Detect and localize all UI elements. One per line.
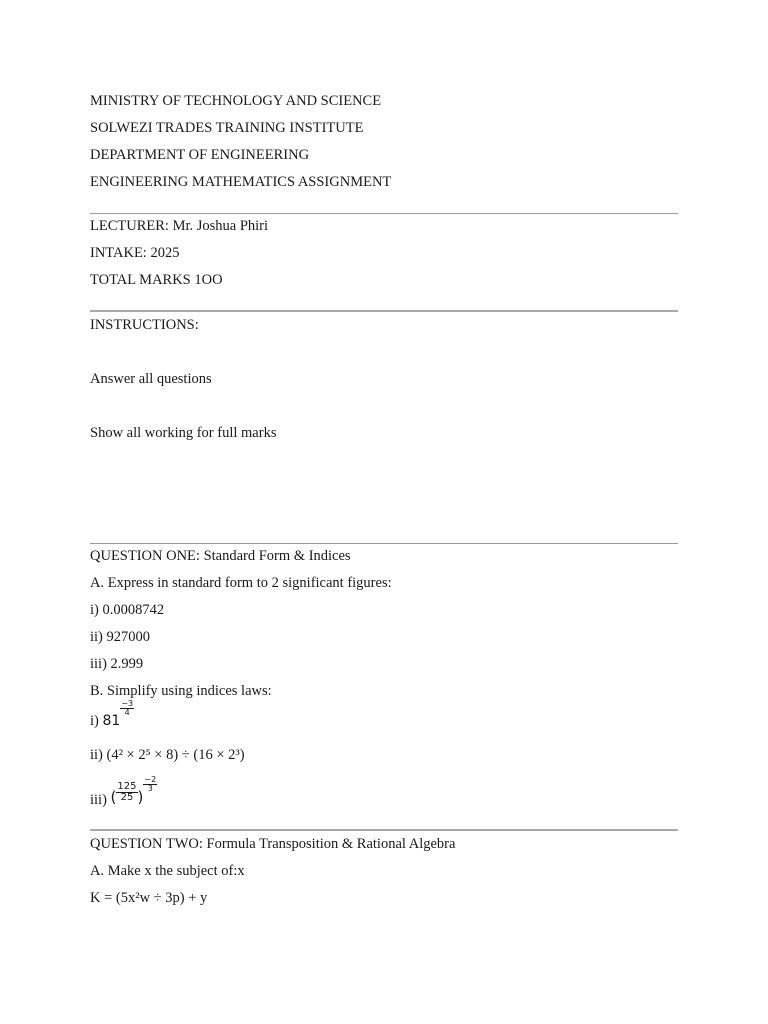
index-expression-b1 bbox=[90, 699, 134, 730]
intake-line: INTAKE: 2025 bbox=[90, 245, 180, 261]
index-expression-b3 bbox=[90, 775, 157, 808]
base-number: 81 bbox=[102, 713, 121, 729]
department-heading: DEPARTMENT OF ENGINEERING bbox=[90, 147, 310, 163]
total-marks-line: TOTAL MARKS 1OO bbox=[90, 272, 223, 288]
question-item: iii) 2.999 bbox=[90, 656, 144, 672]
question-two-title: QUESTION TWO: Formula Transposition & Rational Algebra bbox=[90, 836, 456, 852]
item-label: i) bbox=[90, 713, 99, 729]
base-numerator: 125 bbox=[117, 781, 137, 793]
close-paren: ) bbox=[137, 788, 144, 806]
assignment-title: ENGINEERING MATHEMATICS ASSIGNMENT bbox=[90, 174, 392, 190]
divider bbox=[90, 310, 678, 312]
item-label: iii) bbox=[90, 792, 107, 808]
question-two-part-a: A. Make x the subject of:x bbox=[90, 863, 245, 879]
divider bbox=[90, 829, 678, 831]
exponent-denominator: 3 bbox=[147, 784, 153, 794]
exponent-fraction bbox=[143, 776, 157, 793]
open-paren: ( bbox=[110, 788, 117, 806]
question-one-title: QUESTION ONE: Standard Form & Indices bbox=[90, 548, 351, 564]
base-fraction bbox=[116, 782, 137, 803]
institute-heading: SOLWEZI TRADES TRAINING INSTITUTE bbox=[90, 120, 364, 136]
question-item: ii) 927000 bbox=[90, 629, 151, 645]
lecturer-line: LECTURER: Mr. Joshua Phiri bbox=[90, 218, 269, 234]
question-item: i) 0.0008742 bbox=[90, 602, 165, 618]
instruction-item: Show all working for full marks bbox=[90, 425, 277, 441]
instructions-heading: INSTRUCTIONS: bbox=[90, 317, 199, 333]
base-denominator: 25 bbox=[120, 792, 134, 804]
exponent-fraction bbox=[120, 700, 134, 717]
divider bbox=[90, 543, 678, 544]
exponent-numerator: −2 bbox=[144, 775, 157, 785]
transposition-equation: K = (5x²w ÷ 3p) + y bbox=[90, 890, 208, 906]
question-one-part-a: A. Express in standard form to 2 significant figures: bbox=[90, 575, 392, 591]
exponent-numerator: −3 bbox=[121, 699, 134, 709]
question-one-part-b: B. Simplify using indices laws: bbox=[90, 683, 272, 699]
divider bbox=[90, 213, 678, 214]
instruction-item: Answer all questions bbox=[90, 371, 212, 387]
exponent-denominator: 4 bbox=[124, 708, 130, 718]
index-expression-b2: ii) (4² × 2⁵ × 8) ÷ (16 × 2³) bbox=[90, 747, 245, 763]
ministry-heading: MINISTRY OF TECHNOLOGY AND SCIENCE bbox=[90, 93, 382, 109]
